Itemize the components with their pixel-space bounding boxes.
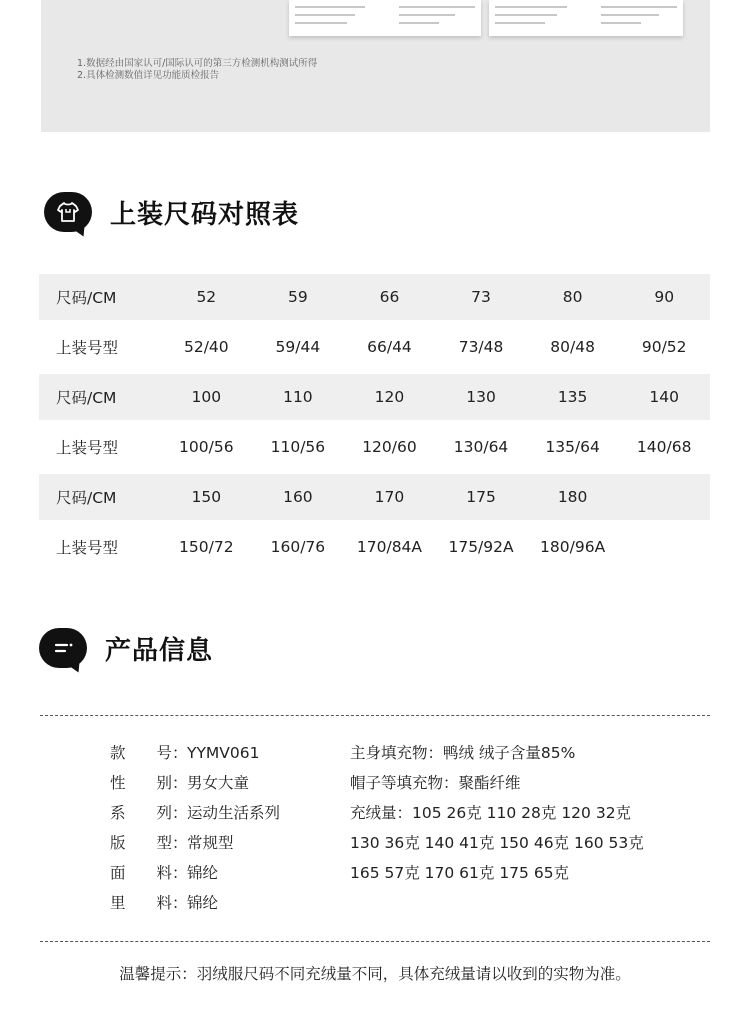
table-cell: 180/96A <box>540 538 606 556</box>
table-cell: 170/84A <box>356 538 423 556</box>
table-cell: 80/48 <box>550 338 595 356</box>
product-attributes <box>110 742 280 922</box>
attribute-key: 里 料： <box>110 894 188 912</box>
table-cell: 140 <box>649 388 679 406</box>
table-cell: 100 <box>191 388 222 406</box>
note-line: 2.具体检测数值详见功能质检报告 <box>77 70 220 81</box>
attribute-key: 面 料： <box>110 864 188 882</box>
row-label: 上装号型 <box>56 439 119 457</box>
attribute-value: YYMV061 <box>187 744 260 762</box>
table-cell: 135 <box>557 388 588 406</box>
test-report-panel <box>41 0 710 132</box>
test-report-thumbnail[interactable] <box>489 0 683 36</box>
tshirt-icon <box>44 192 92 232</box>
attribute-row <box>110 892 280 922</box>
table-cell: 73/48 <box>458 338 504 356</box>
table-cell: 180 <box>557 488 588 506</box>
warm-tip: 温馨提示：羽绒服尺码不同充绒量不同，具体充绒量请以收到的实物为准。 <box>119 965 631 983</box>
table-cell: 120/60 <box>362 438 417 456</box>
table-cell: 80 <box>562 288 583 306</box>
table-cell: 110 <box>283 388 313 406</box>
attribute-row <box>110 802 280 832</box>
table-row <box>39 320 710 374</box>
table-row <box>39 420 710 474</box>
table-cell: 73 <box>471 288 491 306</box>
table-cell: 175/92A <box>448 538 514 556</box>
row-label: 尺码/CM <box>56 289 117 307</box>
row-label: 尺码/CM <box>56 489 117 507</box>
filling-details <box>350 742 644 892</box>
table-cell: 66/44 <box>367 338 412 356</box>
size-table <box>39 274 710 574</box>
attribute-row <box>110 862 280 892</box>
row-label: 尺码/CM <box>56 389 117 407</box>
table-cell: 160 <box>283 488 313 506</box>
note-line: 1.数据经由国家认可/国际认可的第三方检测机构测试所得 <box>77 58 318 69</box>
attribute-row <box>110 742 280 772</box>
table-row <box>39 474 710 520</box>
filling-line: 主身填充物：鸭绒 绒子含量85% <box>350 744 576 762</box>
divider <box>40 715 710 716</box>
attribute-row <box>110 832 280 862</box>
size-chart-heading <box>44 192 299 232</box>
table-cell: 160/76 <box>270 538 326 556</box>
table-cell: 90/52 <box>641 338 687 356</box>
table-cell: 150/72 <box>179 538 234 556</box>
table-row <box>39 520 710 574</box>
table-cell: 140/68 <box>636 438 692 456</box>
attribute-value: 锦纶 <box>187 894 219 912</box>
table-cell: 130 <box>466 388 496 406</box>
table-cell: 170 <box>374 488 405 506</box>
attribute-value: 常规型 <box>187 834 234 852</box>
size-chart-title: 上装尺码对照表 <box>110 199 300 230</box>
table-cell: 66 <box>379 288 400 306</box>
attribute-key: 款 号： <box>110 744 188 762</box>
divider <box>40 941 710 942</box>
attribute-key: 系 列： <box>110 804 188 822</box>
attribute-value: 运动生活系列 <box>187 804 281 822</box>
table-cell: 59 <box>288 288 308 306</box>
table-cell: 52 <box>196 288 217 306</box>
row-label: 上装号型 <box>56 339 119 357</box>
row-label: 上装号型 <box>56 539 119 557</box>
table-cell: 110/56 <box>270 438 326 456</box>
table-cell: 150 <box>191 488 222 506</box>
product-info-heading <box>39 628 213 668</box>
filling-line: 130 36克 140 41克 150 46克 160 53克 <box>350 834 644 852</box>
table-cell: 90 <box>654 288 675 306</box>
filling-line: 帽子等填充物：聚酯纤维 <box>350 774 521 792</box>
table-cell: 59/44 <box>275 338 321 356</box>
attribute-row <box>110 772 280 802</box>
chat-lines-icon <box>39 628 87 668</box>
product-info-title: 产品信息 <box>105 635 214 666</box>
table-row <box>39 274 710 320</box>
table-row <box>39 374 710 420</box>
filling-line: 充绒量：105 26克 110 28克 120 32克 <box>350 804 632 822</box>
table-cell: 120 <box>374 388 405 406</box>
table-cell: 130/64 <box>453 438 509 456</box>
table-cell: 52/40 <box>183 338 229 356</box>
attribute-value: 男女大童 <box>187 774 250 792</box>
table-cell: 175 <box>466 488 496 506</box>
test-notes <box>77 58 317 82</box>
filling-line: 165 57克 170 61克 175 65克 <box>350 864 570 882</box>
attribute-key: 版 型： <box>110 834 188 852</box>
table-cell: 135/64 <box>545 438 600 456</box>
attribute-key: 性 别： <box>110 774 188 792</box>
test-report-thumbnail[interactable] <box>289 0 481 36</box>
table-cell: 100/56 <box>179 438 234 456</box>
attribute-value: 锦纶 <box>187 864 219 882</box>
